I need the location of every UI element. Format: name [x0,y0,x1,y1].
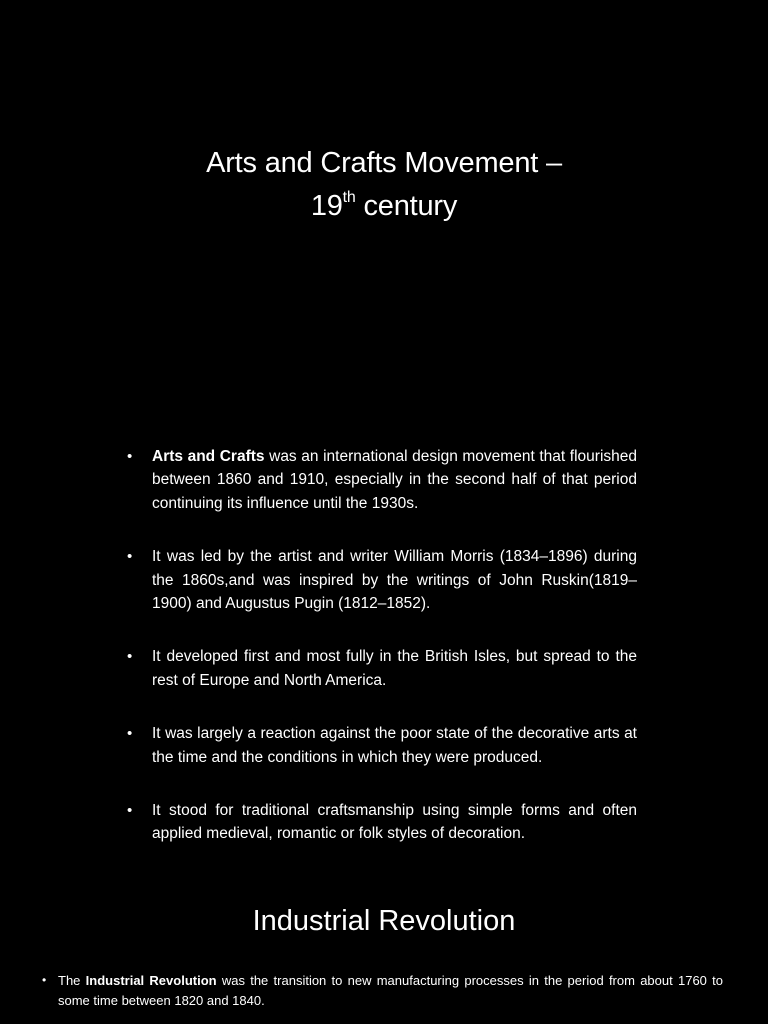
footer-bullet-list [42,971,723,1010]
slide-title-line1: Arts and Crafts Movement – [206,147,562,179]
bullet-text: It stood for traditional craftsmanship using simple forms and often applied medieval, romantic or folk styles of decoration. [152,802,637,843]
bullet-text: It was largely a reaction against the poor state of the decorative arts at the time and the conditions in which they were produced. [152,725,637,766]
bullet-icon: • [127,548,133,566]
slide-title [0,142,768,228]
bullet-icon: • [42,973,47,987]
bullet-list [127,445,637,876]
bullet-text: was an international design movement that flourished between 1860 and 1910, especially in the second half of that period continuing its influence until the 1930s. [152,448,637,512]
slide-title-number: 19 [310,190,343,222]
bullet-icon: • [127,725,133,743]
list-item [127,545,637,615]
list-item [127,645,637,692]
footer-bullet-text: was the transition to new manufacturing processes in the period from about 1760 to some time between 1820 and 1840. [58,973,723,1008]
bullet-icon: • [127,648,133,666]
list-item [127,445,637,515]
footer-bullet-prefix: The [58,973,86,988]
bullet-icon: • [127,802,133,820]
bullet-bold-text: Arts and Crafts [152,448,265,465]
list-item [42,971,723,1010]
bullet-text: It developed first and most fully in the British Isles, but spread to the rest of Europe and North America. [152,648,637,689]
section-heading: Industrial Revolution [252,905,516,937]
bullet-icon: • [127,448,133,465]
slide-title-superscript: th [342,189,356,206]
list-item [127,722,637,769]
footer-bullet-bold-text: Industrial Revolution [85,973,217,988]
list-item [127,799,637,846]
bullet-text: It was led by the artist and writer William Morris (1834–1896) during the 1860s,and was inspired by the writings of John Ruskin(1819–1900) and Augustus Pugin (1812–1852). [152,548,637,613]
slide-title-line2-rest: century [355,190,458,222]
